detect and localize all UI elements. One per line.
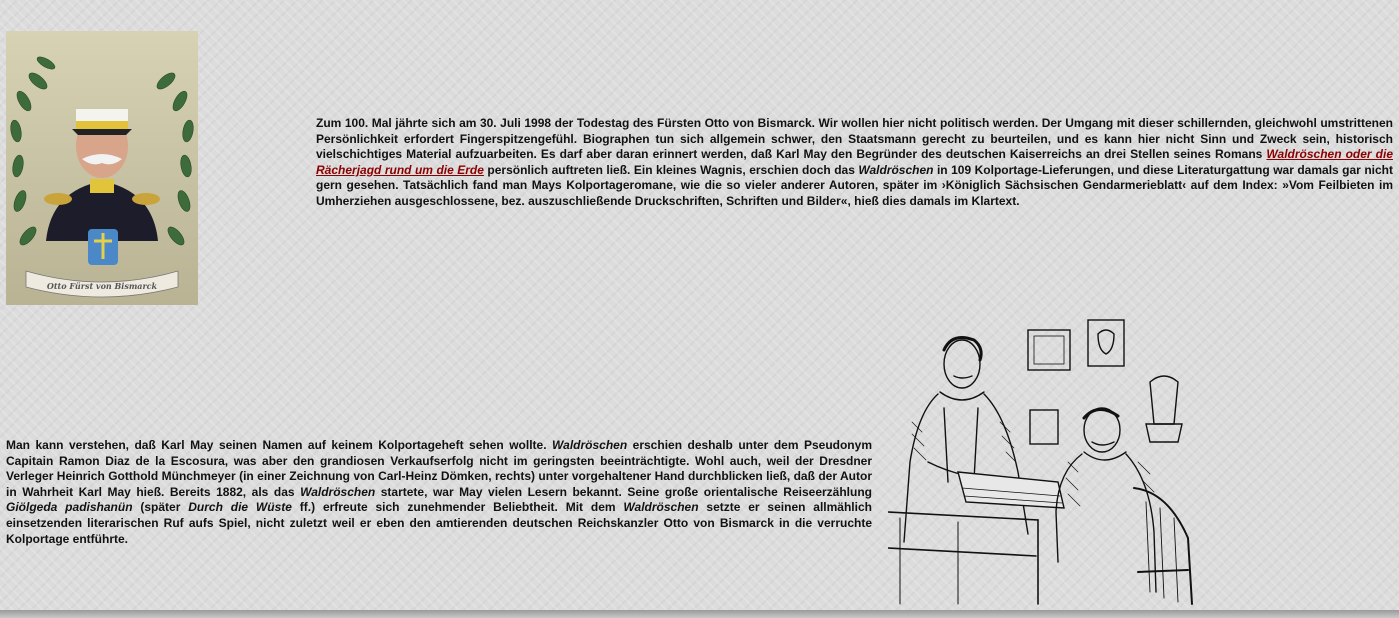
paragraph-pseudonym (6, 438, 872, 547)
paragraph2-text-5: ff.) erfreute sich zunehmender Beliebtheit. Mit dem (291, 500, 624, 515)
paragraph2-title-5: Waldröschen (623, 500, 699, 515)
paragraph2-text-2: erschien deshalb unter dem Pseudonym Capitain Ramon Diaz de la Escosura, was aber den grandiosen Verkaufserfolg nicht im geringsten beeinträchtigte. Wohl auch, weil der Dresdner Verleger Heinrich Gotthold Münchmeyer (in einer Zeichnung von Carl-Heinz Dömken, rechts) unter vorgehaltener Hand durchblicken ließ, daß der Autor in Wahrheit Karl May hieß. Bereits 1882, als das (6, 438, 872, 499)
paragraph-bismarck-anniversary (316, 116, 1393, 210)
paragraph2-title-2: Waldröschen (300, 484, 376, 499)
paragraph1-title-1: Waldröschen (858, 162, 934, 177)
paragraph2-title-3: Giölgeda padishanün (6, 500, 133, 515)
paragraph2-title-1: Waldröschen (552, 438, 628, 452)
bismarck-portrait-icon (6, 31, 198, 305)
paragraph2-text-6: setzte er seinen allmählich einsetzenden literarischen Ruf aufs Spiel, nicht zuletzt weil er eben den amtierenden deutschen Reichskanzler Otto von Bismarck in die verruchte Kolportage entführte. (6, 500, 872, 546)
paragraph2-title-4: Durch die Wüste (188, 500, 292, 515)
paragraph2-text-3: startete, war May vielen Lesern bekannt. Seine große orientalische Reiseerzählung (375, 484, 872, 499)
paragraph1-text-1: Zum 100. Mal jährte sich am 30. Juli 1998 der Todestag des Fürsten Otto von Bismarck. Wir wollen hier nicht politisch werden. Der Umgang mit dieser schillernden, gleichwohl umstrittenen Persönlichkeit erfordert Fingerspitzengefühl. Biographen tun sich allgemein schwer, den Staatsmann gerecht zu beurteilen, und es kann hier nicht Sinn und Zweck sein, historisch vielschichtiges Material aufzuarbeiten. Es darf aber daran erinnert werden, daß Karl May den Begründer des deutschen Kaiserreichs an drei Stellen seines Romans (316, 116, 1393, 162)
paragraph1-text-2: persönlich auftreten ließ. Ein kleines Wagnis, erschien doch das (483, 162, 859, 177)
portrait-ribbon-text: Otto Fürst von Bismarck (46, 281, 158, 291)
kolportage-sketch-icon (888, 312, 1212, 608)
paragraph2-text-1: Man kann verstehen, daß Karl May seinen Namen auf keinem Kolportageheft sehen wollte. (6, 438, 553, 452)
waldroeschen-link[interactable]: Waldröschen oder die Rächerjagd rund um die Erde (316, 147, 1394, 177)
paragraph2-text-4: (später (132, 500, 189, 515)
paragraph1-text-3: in 109 Kolportage-Lieferungen, und diese Literaturgattung war damals gar nicht gern gesehen. Tatsächlich fand man Mays Kolportageromane, wie die so vieler anderer Autoren, später im ›Königlich Sächsischen Gendarmerieblatt‹ auf dem Index: »Vom Feilbieten im Umherziehen ausgeschlossene, bez. auszuschließende Druckschriften, Schriften und Bilder«, hieß dies damals im Klartext. (316, 162, 1393, 208)
bottom-scroll-edge (0, 610, 1399, 618)
